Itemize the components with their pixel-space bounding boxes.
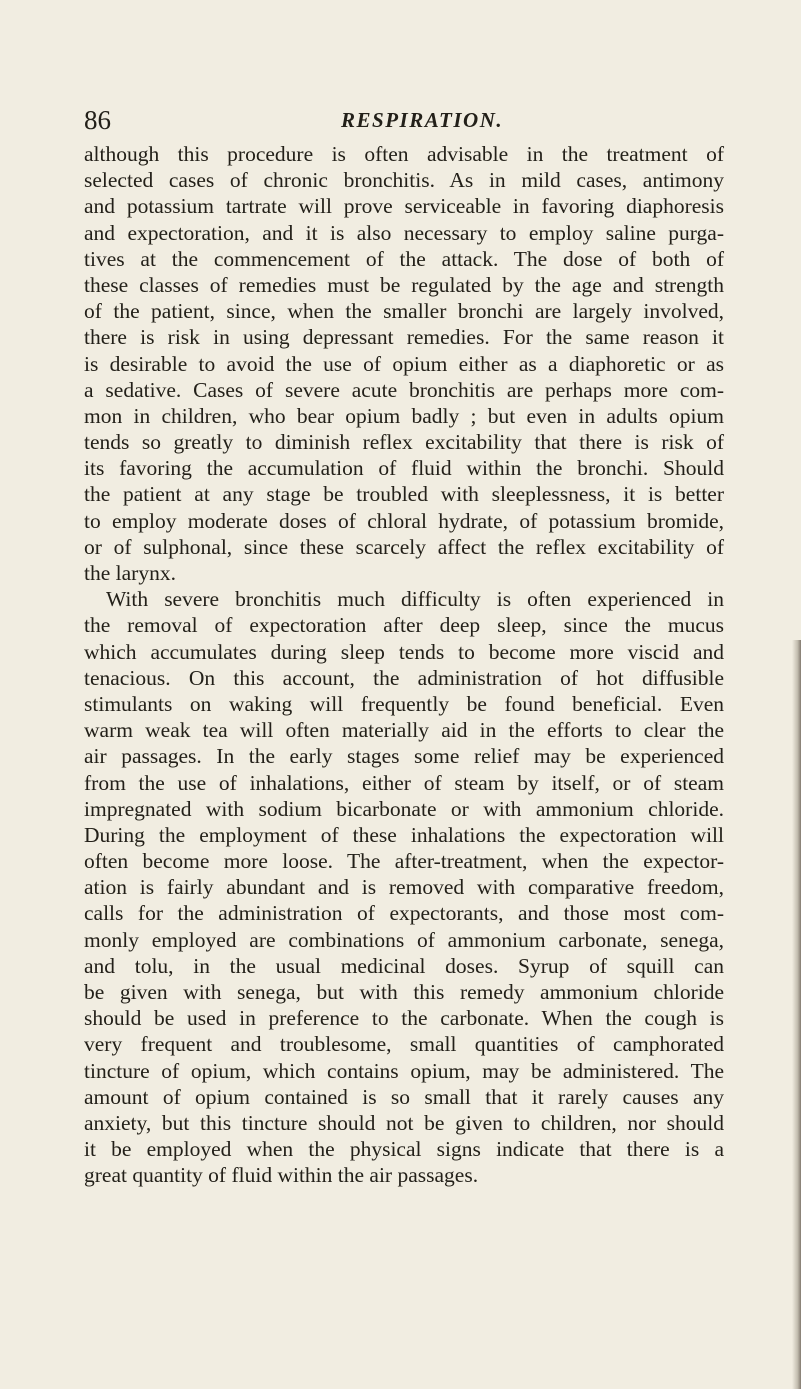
text-line: which accumulates during sleep tends to become more viscid and: [84, 639, 724, 664]
paragraph: [84, 586, 724, 1188]
text-line: and expectoration, and it is also necessary to employ saline purga-: [84, 220, 724, 245]
text-line: air passages. In the early stages some relief may be experienced: [84, 744, 724, 769]
text-line: ation is fairly abundant and is removed with comparative freedom,: [84, 875, 724, 900]
text-line: it be employed when the physical signs indicate that there is a: [84, 1137, 724, 1162]
text-line: and tolu, in the usual medicinal doses. Syrup of squill can: [84, 953, 724, 978]
text-line: During the employment of these inhalations the expectoration will: [84, 822, 724, 847]
page-number: 86: [84, 105, 111, 135]
text-line: With severe bronchitis much difficulty is often experienced in: [106, 587, 724, 612]
text-line: its favoring the accumulation of fluid within the bronchi. Should: [84, 456, 724, 481]
text-line: stimulants on waking will frequently be found beneficial. Even: [84, 691, 724, 716]
paragraph: [84, 141, 724, 586]
text-line: although this procedure is often advisable in the treatment of: [84, 142, 724, 166]
text-line: there is risk in using depressant remedies. For the same reason it: [84, 325, 724, 350]
body-text: [84, 141, 724, 1189]
text-line: to employ moderate doses of chloral hydrate, of potassium bromide,: [84, 508, 724, 533]
text-line: tenacious. On this account, the administration of hot diffusible: [84, 665, 724, 690]
text-line: amount of opium contained is so small that it rarely causes any: [84, 1084, 724, 1109]
text-line: these classes of remedies must be regulated by the age and strength: [84, 272, 724, 297]
text-line: from the use of inhalations, either of steam by itself, or of steam: [84, 770, 724, 795]
text-line: be given with senega, but with this remedy ammonium chloride: [84, 980, 724, 1004]
text-line: monly employed are combinations of ammonium carbonate, senega,: [84, 927, 724, 952]
text-line: very frequent and troublesome, small quantities of camphorated: [84, 1032, 724, 1057]
text-line: of the patient, since, when the smaller bronchi are largely involved,: [84, 299, 724, 324]
text-line: tincture of opium, which contains opium, may be administered. The: [84, 1058, 724, 1083]
text-line: mon in children, who bear opium badly ; but even in adults opium: [84, 403, 724, 428]
page-header: [84, 103, 720, 137]
text-line: is desirable to avoid the use of opium either as a diaphoretic or as: [84, 351, 724, 376]
text-line: the patient at any stage be troubled with sleeplessness, it is better: [84, 482, 724, 507]
text-line: tends so greatly to diminish reflex excitability that there is risk of: [84, 430, 724, 455]
text-line: selected cases of chronic bronchitis. As in mild cases, antimony: [84, 168, 724, 193]
text-line: or of sulphonal, since these scarcely affect the reflex excitability of: [84, 534, 724, 559]
text-line: should be used in preference to the carbonate. When the cough is: [84, 1006, 724, 1031]
text-line: calls for the administration of expectorants, and those most com-: [84, 901, 724, 926]
text-line: the larynx.: [84, 561, 176, 585]
text-line: warm weak tea will often materially aid in the efforts to clear the: [84, 718, 724, 743]
text-line: often become more loose. The after-treatment, when the expector-: [84, 849, 724, 874]
text-line: impregnated with sodium bicarbonate or with ammonium chloride.: [84, 796, 724, 821]
text-line: a sedative. Cases of severe acute bronchitis are perhaps more com-: [84, 377, 724, 402]
page-edge-shadow: [792, 640, 801, 1389]
text-line: great quantity of fluid within the air passages.: [84, 1163, 479, 1188]
running-head: RESPIRATION.: [341, 108, 504, 132]
text-line: anxiety, but this tincture should not be given to children, nor should: [84, 1110, 724, 1135]
text-line: the removal of expectoration after deep sleep, since the mucus: [84, 613, 724, 638]
text-line: and potassium tartrate will prove serviceable in favoring diaphoresis: [84, 194, 724, 219]
text-line: tives at the commencement of the attack. The dose of both of: [84, 246, 724, 271]
